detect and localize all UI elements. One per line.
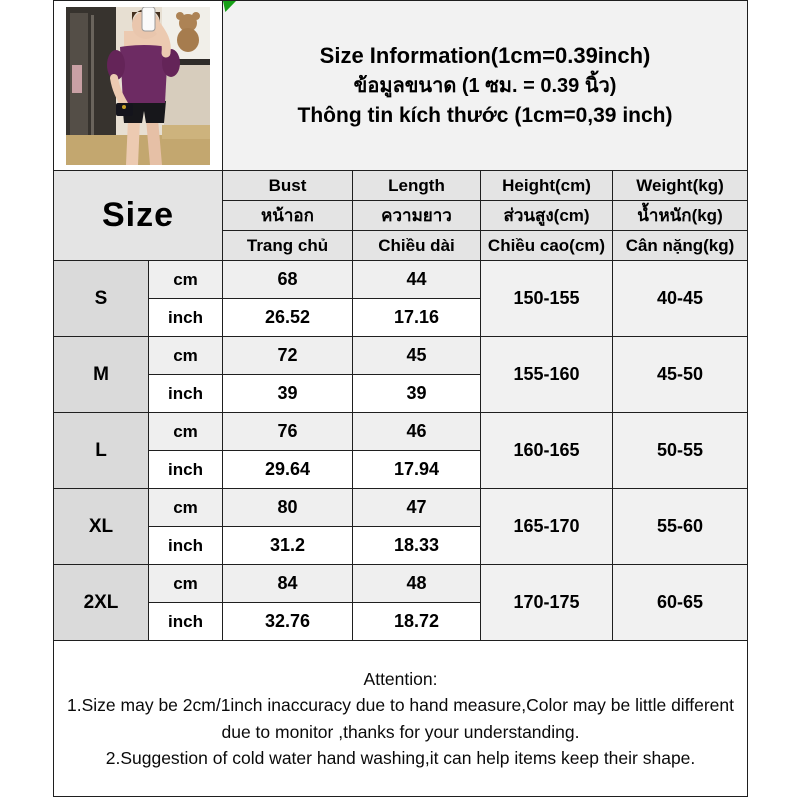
length-cm-value: 47 [353,489,481,527]
model-selfie-illustration [65,7,211,165]
weight-range: 60-65 [613,565,748,641]
col-bust-vi: Trang chủ [223,231,353,261]
length-inch-value: 17.16 [353,299,481,337]
length-cm-value: 48 [353,565,481,603]
bust-cm-value: 84 [223,565,353,603]
weight-range: 50-55 [613,413,748,489]
col-length-th: ความยาว [353,201,481,231]
length-cm-value: 45 [353,337,481,375]
unit-inch-label: inch [149,299,223,337]
height-range: 165-170 [481,489,613,565]
length-cm-value: 44 [353,261,481,299]
col-height-th: ส่วนสูง(cm) [481,201,613,231]
size-label-l: L [54,413,149,489]
col-weight-th: น้ำหนัก(kg) [613,201,748,231]
bust-cm-value: 72 [223,337,353,375]
unit-inch-label: inch [149,603,223,641]
size-label-2xl: 2XL [54,565,149,641]
bust-inch-value: 39 [223,375,353,413]
title-english: Size Information(1cm=0.39inch) [319,42,651,68]
product-photo [54,1,222,170]
attention-line1: 1.Size may be 2cm/1inch inaccuracy due to hand measure,Color may be little different due to monitor ,thanks for your understanding. [67,695,734,742]
size-table [53,0,748,797]
col-height-vi: Chiều cao(cm) [481,231,613,261]
title-vietnamese: Thông tin kích thước (1cm=0,39 inch) [297,103,673,127]
bust-inch-value: 31.2 [223,527,353,565]
col-height-en: Height(cm) [481,171,613,201]
col-bust-en: Bust [223,171,353,201]
attention-line2: 2.Suggestion of cold water hand washing,it can help items keep their shape. [105,747,696,768]
unit-inch-label: inch [149,375,223,413]
height-range: 160-165 [481,413,613,489]
height-range: 150-155 [481,261,613,337]
bust-inch-value: 32.76 [223,603,353,641]
col-length-en: Length [353,171,481,201]
length-inch-value: 39 [353,375,481,413]
attention-note-cell [54,641,748,797]
unit-cm-label: cm [149,413,223,451]
attention-heading: Attention: [363,669,438,689]
col-bust-th: หน้าอก [223,201,353,231]
title-thai: ข้อมูลขนาด (1 ซม. = 0.39 นิ้ว) [353,74,617,97]
unit-inch-label: inch [149,527,223,565]
length-inch-value: 17.94 [353,451,481,489]
unit-cm-label: cm [149,261,223,299]
size-label-xl: XL [54,489,149,565]
unit-cm-label: cm [149,565,223,603]
weight-range: 45-50 [613,337,748,413]
unit-cm-label: cm [149,337,223,375]
weight-range: 40-45 [613,261,748,337]
unit-cm-label: cm [149,489,223,527]
size-label-s: S [54,261,149,337]
size-label-m: M [54,337,149,413]
col-length-vi: Chiều dài [353,231,481,261]
size-chart-frame [53,0,747,796]
height-range: 170-175 [481,565,613,641]
size-header: Size [54,171,223,261]
bust-inch-value: 29.64 [223,451,353,489]
size-info-title-cell [223,1,748,171]
weight-range: 55-60 [613,489,748,565]
bust-cm-value: 80 [223,489,353,527]
bust-inch-value: 26.52 [223,299,353,337]
col-weight-vi: Cân nặng(kg) [613,231,748,261]
length-inch-value: 18.72 [353,603,481,641]
bust-cm-value: 68 [223,261,353,299]
height-range: 155-160 [481,337,613,413]
length-cm-value: 46 [353,413,481,451]
length-inch-value: 18.33 [353,527,481,565]
unit-inch-label: inch [149,451,223,489]
col-weight-en: Weight(kg) [613,171,748,201]
product-photo-cell [54,1,223,171]
bust-cm-value: 76 [223,413,353,451]
green-corner-marker [223,1,236,12]
